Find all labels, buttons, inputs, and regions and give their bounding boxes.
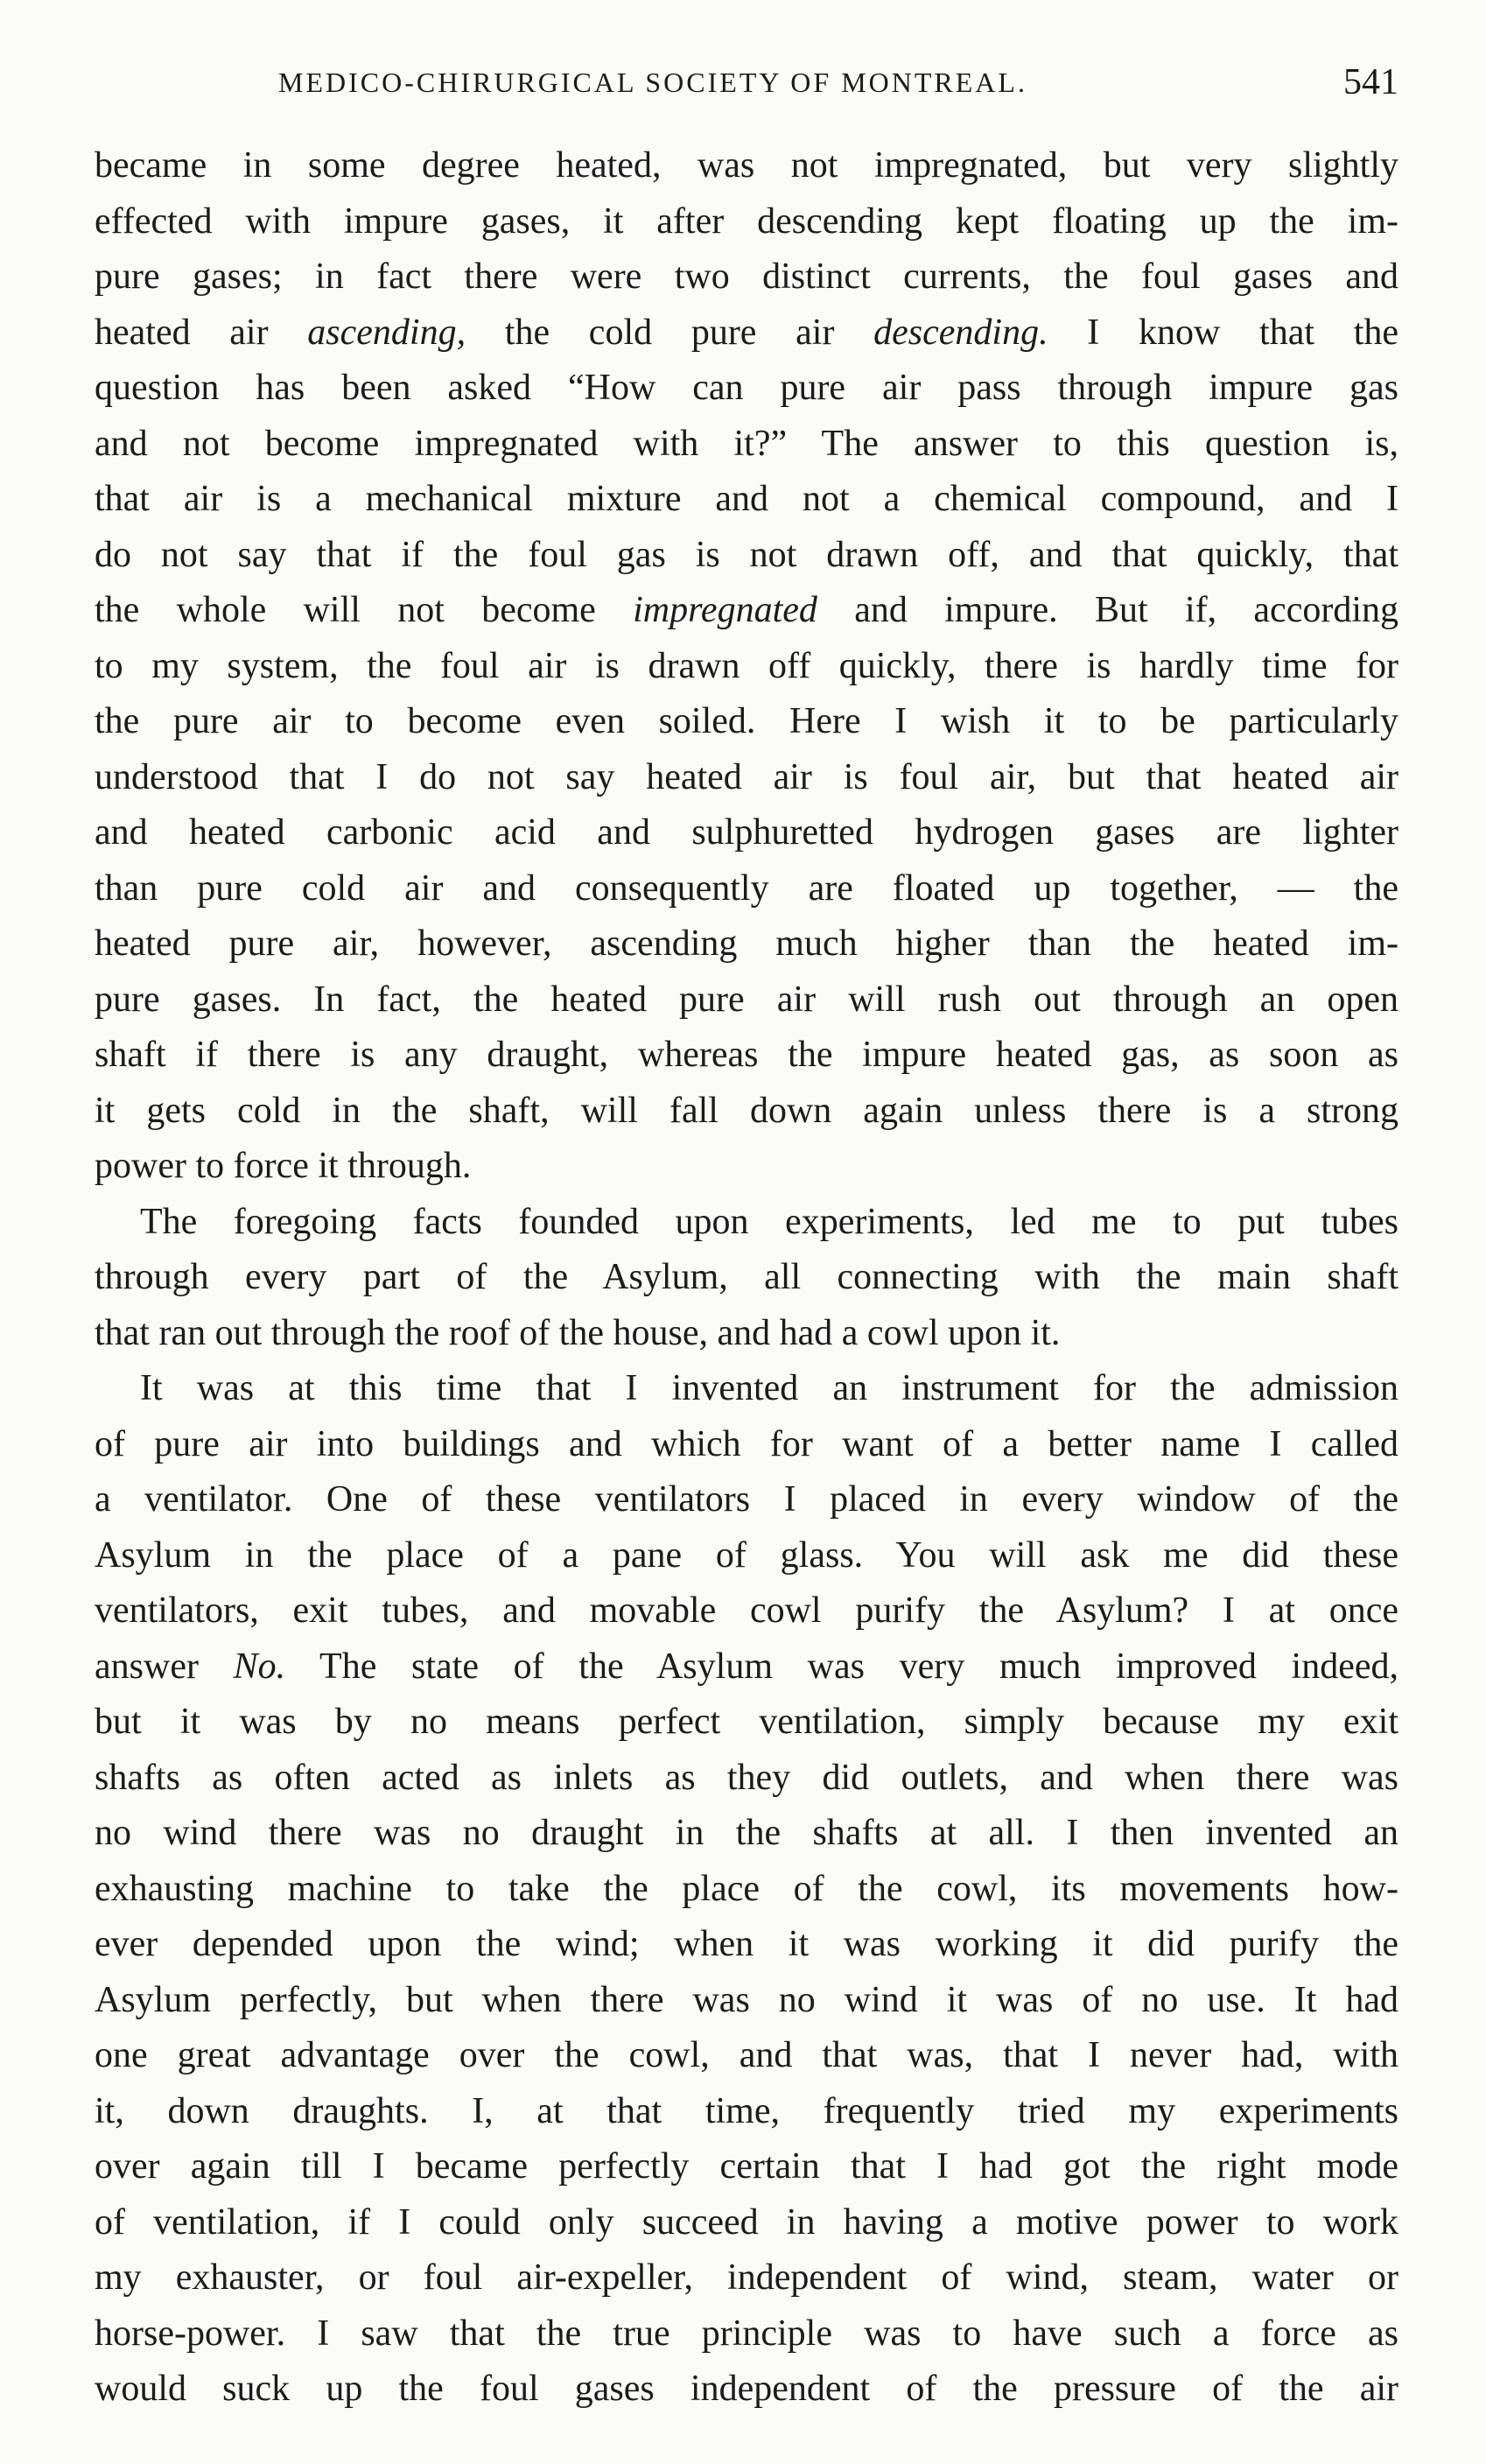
text-line: Asylum in the place of a pane of glass. You will ask me did these bbox=[95, 1534, 1398, 1576]
text-line: of pure air into buildings and which for want of a better name I called bbox=[95, 1423, 1398, 1464]
text-line: the whole will not become impregnated and impure. But if, according bbox=[95, 590, 1398, 630]
text-line: pure gases. In fact, the heated pure air will rush out through an open bbox=[95, 979, 1398, 1020]
text-line: and heated carbonic acid and sulphuretted hydrogen gases are lighter bbox=[95, 812, 1398, 853]
page bbox=[95, 61, 1398, 2418]
text-line: became in some degree heated, was not impregnated, but very slightly bbox=[95, 145, 1398, 186]
text-line: answer No. The state of the Asylum was very much improved indeed, bbox=[95, 1646, 1399, 1687]
text-line: a ventilator. One of these ventilators I placed in every window of the bbox=[95, 1479, 1398, 1520]
text-line: it, down draughts. I, at that time, frequently tried my experiments bbox=[95, 2090, 1398, 2131]
page-header bbox=[95, 61, 1398, 119]
text-line: and not become impregnated with it?” The answer to this question is, bbox=[95, 423, 1398, 464]
text-line: over again till I became perfectly certain that I had got the right mode bbox=[95, 2146, 1398, 2187]
body-text bbox=[95, 138, 1398, 2418]
text-line: of ventilation, if I could only succeed in having a motive power to work bbox=[95, 2201, 1398, 2243]
text-line: it gets cold in the shaft, will fall down again unless there is a strong bbox=[95, 1090, 1398, 1131]
text-line: one great advantage over the cowl, and that was, that I never had, with bbox=[95, 2035, 1398, 2075]
text-line: understood that I do not say heated air is foul air, but that heated air bbox=[95, 756, 1398, 797]
text-line: no wind there was no draught in the shafts at all. I then invented an bbox=[95, 1813, 1398, 1853]
text-line: that air is a mechanical mixture and not a chemical compound, and I bbox=[95, 479, 1398, 519]
text-line: ventilators, exit tubes, and movable cowl purify the Asylum? I at once bbox=[95, 1590, 1398, 1631]
text-line: my exhauster, or foul air-expeller, independent of wind, steam, water or bbox=[95, 2257, 1398, 2298]
text-line: that ran out through the roof of the house, and had a cowl upon it. bbox=[95, 1312, 1061, 1353]
text-line: shafts as often acted as inlets as they did outlets, and when there was bbox=[95, 1757, 1398, 1798]
paragraph-1 bbox=[95, 138, 1398, 1195]
text-line: Asylum perfectly, but when there was no wind it was of no use. It had bbox=[95, 1979, 1398, 2020]
text-line: to my system, the foul air is drawn off quickly, there is hardly time for bbox=[95, 645, 1398, 686]
running-head: MEDICO-CHIRURGICAL SOCIETY OF MONTREAL. bbox=[278, 67, 1027, 98]
text-line: pure gases; in fact there were two distinct currents, the foul gases and bbox=[95, 256, 1398, 297]
text-line: The foregoing facts founded upon experiments, led me to put tubes bbox=[140, 1201, 1398, 1242]
text-line: shaft if there is any draught, whereas the impure heated gas, as soon as bbox=[95, 1035, 1398, 1075]
text-line: do not say that if the foul gas is not drawn off, and that quickly, that bbox=[95, 534, 1398, 575]
text-line: than pure cold air and consequently are floated up together, — the bbox=[95, 867, 1398, 909]
text-line: exhausting machine to take the place of the cowl, its movements how- bbox=[95, 1868, 1398, 1909]
text-line: heated air ascending, the cold pure air descending. I know that the bbox=[95, 312, 1399, 353]
text-line: through every part of the Asylum, all connecting with the main shaft bbox=[95, 1257, 1398, 1297]
text-line: ever depended upon the wind; when it was working it did purify the bbox=[95, 1924, 1398, 1964]
paragraph-3 bbox=[95, 1361, 1398, 2418]
text-line: question has been asked “How can pure air pass through impure gas bbox=[95, 368, 1398, 408]
text-line: effected with impure gases, it after descending kept floating up the im- bbox=[95, 200, 1398, 242]
text-line: It was at this time that I invented an instrument for the admission bbox=[140, 1368, 1398, 1408]
text-line: would suck up the foul gases independent of the pressure of the air bbox=[95, 2369, 1398, 2409]
text-line: horse-power. I saw that the true principle was to have such a force as bbox=[95, 2313, 1398, 2354]
text-line: but it was by no means perfect ventilation, simply because my exit bbox=[95, 1702, 1398, 1742]
text-line: the pure air to become even soiled. Here I wish it to be particularly bbox=[95, 701, 1398, 741]
text-line: heated pure air, however, ascending much higher than the heated im- bbox=[95, 923, 1398, 964]
text-line: power to force it through. bbox=[95, 1146, 472, 1186]
page-number: 541 bbox=[1343, 62, 1398, 102]
paragraph-2 bbox=[95, 1195, 1398, 1362]
